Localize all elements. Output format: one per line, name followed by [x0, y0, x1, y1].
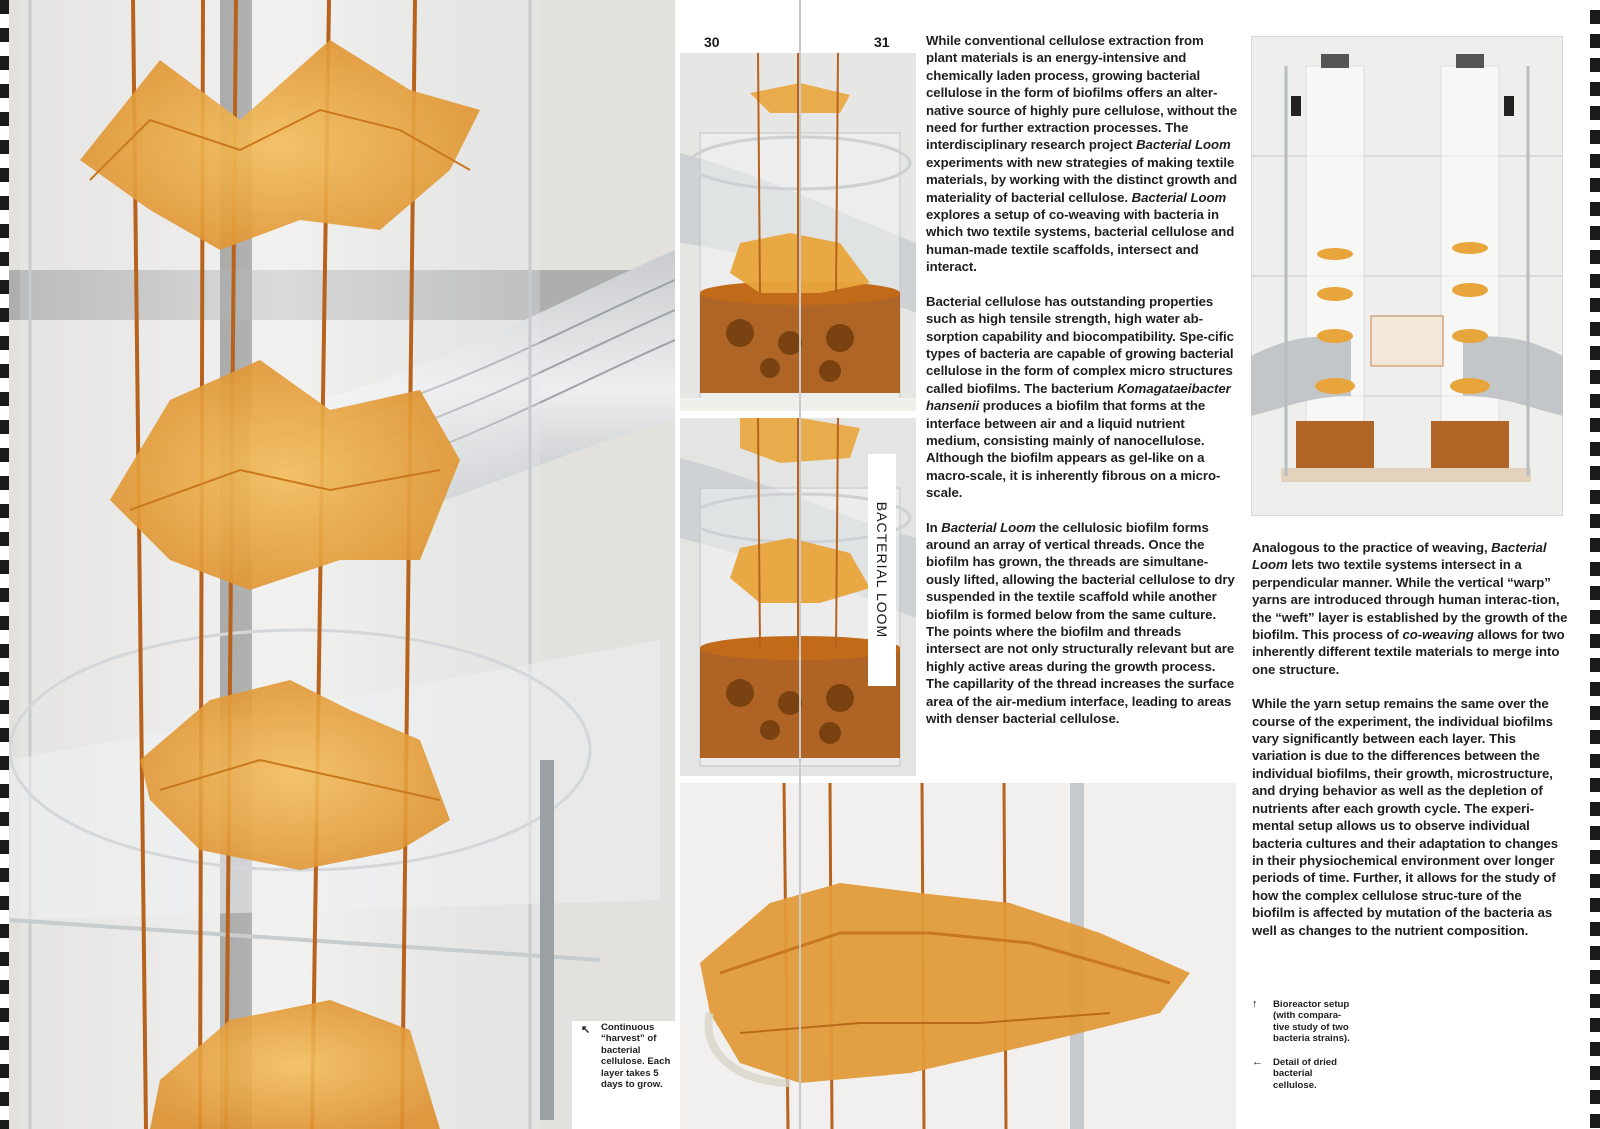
bioreactor-top-illustration: [680, 53, 916, 411]
italic-term: Bacterial Loom: [1136, 137, 1231, 153]
body-column-1: [926, 32, 1238, 744]
italic-term: Bacterial Loom: [941, 519, 1036, 535]
arrow-up-left-icon: ↖: [581, 1024, 591, 1036]
bioreactor-setup-illustration: [1251, 36, 1563, 516]
page-number-left: 30: [704, 34, 720, 50]
photo-bioreactor-top: [680, 53, 916, 411]
body-column-2: [1252, 539, 1568, 956]
body-paragraph: Analogous to the practice of weaving, Bacterial Loom lets two textile systems intersect in a perpendicular manner. While the vertical “warp” yarns are introduced through human interac-tion, the “weft” layer is established by the growth of the biofilm. This process of co-weaving allows for two inherently different textile materials to merge into one structure.: [1252, 540, 1568, 677]
page-number-right: 31: [874, 34, 890, 50]
body-paragraph: While the yarn setup remains the same over the course of the experiment, the individual biofilms vary significantly between each layer. This variation is due to the differences between the individual biofilms, their growth, microstructure, and drying behavior as well as the depletion of nutrients after each growth cycle. The experi-mental setup allows us to observe individual bacteria cultures and their adaptation to changes in their physiochemical environment over longer periods of time. Further, it allows for the study of how the complex cellulose struc-ture of the biofilm is affected by mutation of the bacteria as well as changes to the nutrient composition.: [1252, 696, 1559, 938]
harvest-illustration: [0, 0, 675, 1129]
dried-cellulose-illustration: [680, 783, 1236, 1129]
caption-detail: Detail of dried bacterial cellulose.: [1273, 1057, 1337, 1091]
italic-term: Bacterial Loom: [1252, 540, 1547, 573]
photo-bioreactor-setup: [1251, 36, 1563, 516]
edge-pattern-right: [1590, 0, 1600, 1129]
arrow-up-icon: ↑: [1252, 998, 1258, 1010]
caption-harvest: Continuous “harvest” of bacterial cellulose. Each layer takes 5 days to grow.: [601, 1022, 671, 1091]
body-paragraph: While conventional cellulose extraction from plant materials is an energy-intensive and chemically laden process, growing bacterial cellulose in the form of biofilms offers an alter-native source of highly pure cellulose, without the need for further extraction processes. The interdisciplinary research project Bacterial Loom experiments with new strategies of making textile materials, by working with the distinct growth and materiality of bacterial cellulose. Bacterial Loom explores a setup of co-weaving with bacteria in which two textile systems, bacterial cellulose and human-made textile scaffolds, intersect and interact.: [926, 33, 1238, 275]
body-paragraph: Bacterial cellulose has outstanding properties such as high tensile strength, high water ab-sorption capability and biocompatibility. Spe-cific types of bacteria are capable of growing bacterial cellulose in the form of complex micro structures called biofilms. The bacterium Komagataeibacter hansenii produces a biofilm that forms at the interface between air and a liquid nutrient medium, consisting mainly of nanocellulose. Although the biofilm appears as gel-like on a macro-scale, it is inherently fibrous on a micro-scale.: [926, 293, 1234, 501]
edge-pattern-left: [0, 0, 9, 1129]
italic-term: Bacterial Loom: [1131, 189, 1227, 205]
photo-dried-cellulose-detail: [680, 783, 1236, 1129]
italic-term: Komagataeibacter hansenii: [926, 380, 1231, 414]
photo-continuous-harvest: [0, 0, 675, 1129]
gutter-line: [799, 0, 801, 1129]
caption-bioreactor: Bioreactor setup (with compara-tive study of two bacteria strains).: [1273, 999, 1350, 1045]
running-title: BACTERIAL LOOM: [874, 501, 890, 639]
italic-term: co-weaving: [1402, 627, 1474, 643]
running-title-tab: [868, 454, 896, 686]
arrow-left-icon: ←: [1252, 1056, 1263, 1068]
body-paragraph: In Bacterial Loom the cellulosic biofilm forms around an array of vertical threads. Once the biofilm has grown, the threads are simultane-ously lifted, allowing the bacterial cellulose to dry suspended in the textile scaffold while another biofilm is formed below from the same culture. The points where the biofilm and threads intersect are not only structurally relevant but are highly active areas during the growth process. The capillarity of the thread increases the surface area of the air-medium interface, leading to areas with denser bacterial cellulose.: [926, 519, 1235, 727]
